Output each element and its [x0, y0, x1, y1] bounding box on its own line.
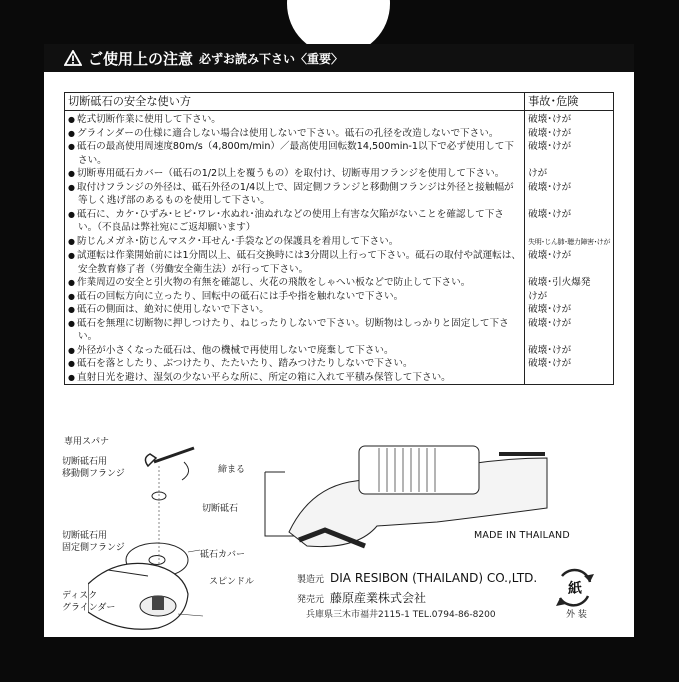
rule-text: ● 砥石を無理に切断物に押しつけたり、ねじったりしないで下さい。切断物はしっかりと固定して下さい。 [68, 317, 521, 344]
rule-text: ● 乾式切断作業に使用して下さい。 [68, 113, 521, 127]
rule-text: ● 防じんメガネ･防じんマスク･耳せん･手袋などの保護具を着用して下さい。 [68, 235, 521, 249]
table-row [65, 357, 614, 371]
manufacturer-line [297, 571, 537, 585]
seller-line [297, 589, 426, 606]
table-row [65, 167, 614, 181]
rule-text: ● グラインダーの仕様に適合しない場合は使用しないで下さい。砥石の孔径を改造しないで下さい。 [68, 127, 521, 141]
rule-text: ● 砥石の側面は、絶対に使用しないで下さい。 [68, 303, 521, 317]
risk-text: 破壊･引火爆発 [525, 276, 614, 290]
rule-text: ● 取付けフランジの外径は、砥石外径の1/4以上で、固定側フランジと移動側フランジは外径と接触幅が等しく逃げ部のあるものを使用して下さい。 [68, 181, 521, 208]
table-header [65, 93, 614, 111]
table-row [65, 249, 614, 276]
table-row [65, 317, 614, 344]
risk-text: 破壊･けが [525, 140, 614, 167]
header-usage: 切断砥石の安全な使い方 [65, 93, 525, 111]
recycle-caption: 外 装 [566, 610, 587, 620]
banner-title: ご使用上の注意 [88, 49, 194, 68]
risk-text: 破壊･けが [525, 208, 614, 235]
wrench-icon [145, 448, 194, 466]
safety-table [64, 92, 614, 385]
risk-text: けが [525, 290, 614, 304]
manufacturer-name: DIA RESIBON (THAILAND) CO.,LTD. [330, 571, 538, 585]
rule-text: ● 砥石の回転方向に立ったり、回転中の砥石には手や指を触れないで下さい。 [68, 290, 521, 304]
caution-banner [44, 44, 634, 72]
risk-text: 破壊･けが [525, 249, 614, 276]
label-grinder: ディスク グラインダー [62, 591, 116, 613]
risk-text: けが [525, 167, 614, 181]
table-row [65, 127, 614, 141]
risk-text: 破壊･けが [525, 127, 614, 141]
risk-text [525, 371, 614, 385]
risk-text: 破壊･けが [525, 344, 614, 358]
rotation-arrow-icon [182, 462, 189, 480]
seller-label: 発売元 [297, 595, 325, 605]
header-risk: 事故･危険 [525, 93, 614, 111]
rule-text: ● 試運転は作業開始前には1分間以上、砥石交換時には3分間以上行って下さい。砥石の取付や試運転は、安全教育修了者（労働安全衛生法）が行って下さい。 [68, 249, 521, 276]
rule-text: ● 直射日光を避け、湿気の少ない平らな所に、所定の箱に入れて平積み保管して下さい。 [68, 371, 521, 385]
table-row [65, 181, 614, 208]
table-row [65, 303, 614, 317]
rule-text: ● 作業周辺の安全と引火物の有無を確認し、火花の飛散をしゃへい板などで防止して下さい。 [68, 276, 521, 290]
warning-triangle-icon [64, 50, 82, 66]
banner-subtitle: 必ずお読み下さい〈重要〉 [199, 51, 344, 66]
rule-text: ● 切断専用砥石カバー（砥石の1/2以上を覆うもの）を取付け、切断専用フランジを使用して下さい。 [68, 167, 521, 181]
table-row [65, 344, 614, 358]
seller-name: 藤原産業株式会社 [330, 591, 427, 605]
risk-text: 破壊･けが [525, 303, 614, 317]
label-inner-flange: 切断砥石用 固定側フランジ [62, 531, 125, 553]
label-wrench: 専用スパナ [64, 437, 110, 447]
label-spindle: スピンドル [209, 577, 255, 587]
table-row [65, 290, 614, 304]
table-row [65, 140, 614, 167]
manufacturer-label: 製造元 [297, 575, 325, 585]
address: 兵庫県三木市福井2115-1 TEL.0794-86-8200 [306, 610, 496, 620]
label-guard: 砥石カバー [200, 550, 246, 560]
rule-text: ● 砥石の最高使用周速度80m/s（4,800m/min）／最高使用回転数14,500min-1以下で必ず使用して下さい。 [68, 140, 521, 167]
rule-text: ● 外径が小さくなった砥石は、他の機械で再使用しないで廃棄して下さい。 [68, 344, 521, 358]
risk-text: 破壊･けが [525, 111, 614, 127]
risk-text: 破壊･けが [525, 357, 614, 371]
table-row [65, 371, 614, 385]
label-outer-flange: 切断砥石用 移動側フランジ [62, 457, 125, 479]
label-wheel: 切断砥石 [202, 504, 239, 514]
table-row [65, 276, 614, 290]
table-row [65, 111, 614, 127]
risk-text: 破壊･けが [525, 317, 614, 344]
label-tighten: 締まる [218, 465, 246, 475]
rule-text: ● 砥石に、カケ･ひずみ･ヒビ･ワレ･水ぬれ･油ぬれなどの使用上有害な欠陥がないことを確認して下さい。（不良品は弊社宛にご返却願います） [68, 208, 521, 235]
recycle-mark-char: 紙 [568, 581, 582, 597]
table-row [65, 208, 614, 235]
rule-text: ● 砥石を落としたり、ぶつけたり、たたいたり、踏みつけたりしないで下さい。 [68, 357, 521, 371]
risk-text: 失明･じん肺･聴力障害･けが [528, 237, 610, 246]
made-in-label: MADE IN THAILAND [474, 530, 570, 541]
risk-text: 破壊･けが [525, 181, 614, 208]
table-row [65, 235, 614, 250]
instruction-card [44, 44, 634, 637]
